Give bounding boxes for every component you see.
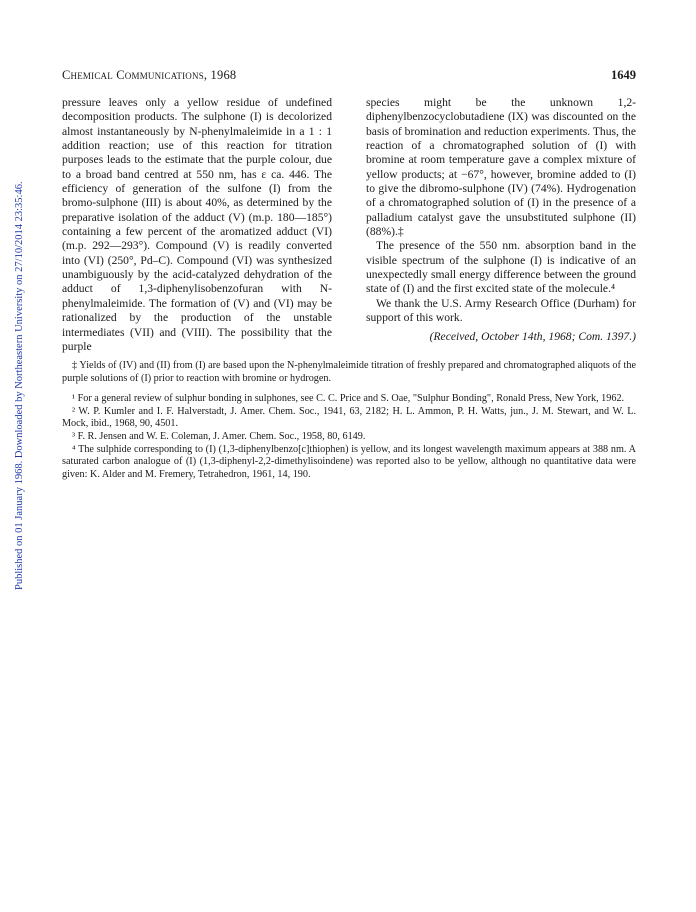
left-column — [62, 96, 332, 354]
footnotes — [62, 360, 636, 481]
journal-title: Chemical Communications, 1968 — [62, 68, 237, 82]
reference-3: ³ F. R. Jensen and W. E. Coleman, J. Amer. Chem. Soc., 1958, 80, 6149. — [72, 430, 366, 442]
download-stamp — [2, 140, 25, 590]
download-stamp-text: Published on 01 January 1968. Downloaded by Northeastern University on 27/10/2014 23:35:46. — [14, 181, 25, 590]
right-paragraph: The presence of the 550 nm. absorption band in the visible spectrum of the sulphone (I) is indicative of an unexpectedly small energy difference between the ground state of (I) and the first excited state of the molecule.⁴ — [366, 239, 636, 296]
left-paragraph: pressure leaves only a yellow residue of undefined decomposition products. The sulphone (I) is decolorized almost instantaneously by N-phenylmaleimide in a 1 : 1 addition reaction; use of this reaction for titration purposes leads to the estimate that the purple colour, due to a broad band centred at 550 nm, has ε ca. 446. The efficiency of generation of the sulfone (I) from the bromo-sulphone (III) is about 40%, as determined by the preparative isolation of the adduct (V) (m.p. 180—185°) containing a few percent of the aromatized adduct (VI) (m.p. 292—293°). Compound (V) is readily converted into (VI) (250°, Pd–C). Compound (VI) was synthesized unambiguously by the acid-catalyzed dehydration of the adduct of 1,3-diphenylisobenzofuran with N-phenylmaleimide. The formation of (V) and (VI) may be rationalized by the production of the unstable intermediates (VII) and (VIII). The possibility that the purple — [62, 96, 332, 353]
received-line: (Received, October 14th, 1968; Com. 1397.) — [429, 329, 636, 343]
right-paragraph: species might be the unknown 1,2-diphenylbenzocyclobutadiene (IX) was discounted on the basis of bromination and reduction experiments. Thus, the reaction of a chromatographed solution of (I) with bromine at room temperature gave a complex mixture of yellow products; at −67°, however, bromine added to (I) to give the dibromo-sulphone (IV) (74%). Hydrogenation of a chromatographed solution of (I) in the presence of a palladium catalyst gave the unsubstituted sulphone (II) (88%).‡ — [366, 96, 636, 239]
page-number: 1649 — [611, 68, 636, 82]
reference-2: ² W. P. Kumler and I. F. Halverstadt, J. Amer. Chem. Soc., 1941, 63, 2182; H. L. Ammon, P. H. Watts, jun., J. M. Stewart, and W. L. Mock, ibid., 1968, 90, 4501. — [62, 405, 636, 430]
reference-4: ⁴ The sulphide corresponding to (I) (1,3-diphenylbenzo[c]thiophen) is yellow, and its longest wavelength maximum appears at 388 nm. A saturated carbon analogue of (I) (1,3-diphenyl-2,2-dimethylisoindene) was reported also to be yellow, although no quantitative data were given: K. Alder and M. Fremery, Tetrahedron, 1961, 14, 190. — [62, 443, 636, 480]
acknowledgement-paragraph: We thank the U.S. Army Research Office (Durham) for support of this work. — [366, 296, 636, 325]
running-header — [62, 68, 636, 84]
reference-1: ¹ For a general review of sulphur bonding in sulphones, see C. C. Price and S. Oae, "Sulphur Bonding", Ronald Press, New York, 1962. — [72, 393, 625, 405]
right-column — [366, 96, 636, 344]
footnote-dagger: ‡ Yields of (IV) and (II) from (I) are based upon the N-phenylmaleimide titration of freshly prepared and chromatographed aliquots of the purple solutions of (I) prior to reaction with bromine or hydrogen. — [62, 360, 636, 384]
